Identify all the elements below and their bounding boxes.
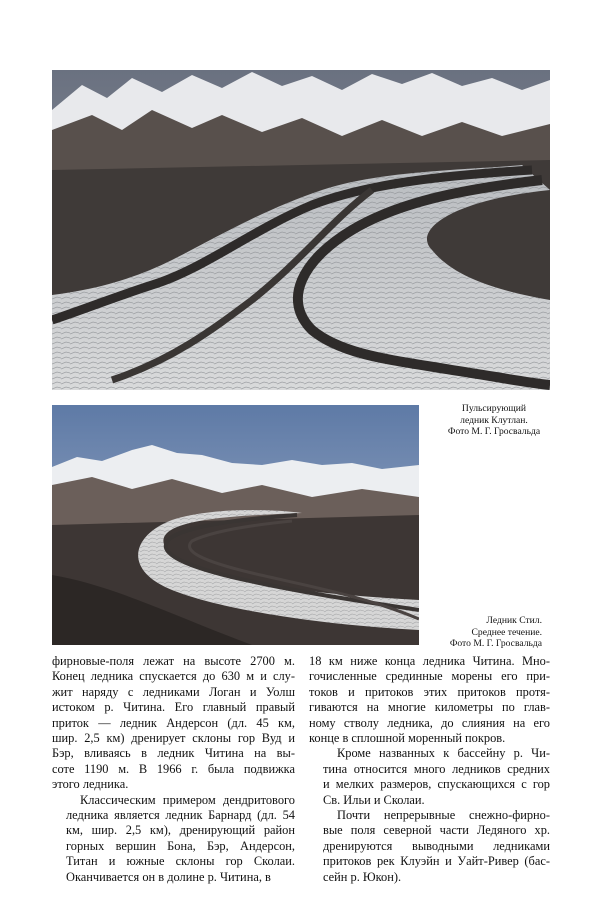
text-line: вые поля северной части Ледяного хр. [323,823,550,838]
text-line: гиваются на многие километры по глав- [309,700,550,715]
text-line: Классическим примером дендритового [80,792,295,807]
caption-line: Среднее течение. [471,626,542,638]
paragraph [52,654,295,793]
text-line: гочисленные срединные морены его при- [309,669,550,684]
text-line: 18 км ниже конца ледника Читина. Мно- [309,654,550,668]
text-line: Конец ледника спускается до 630 м и слу- [52,669,295,684]
text-column-right [309,654,550,885]
text-line: истоком р. Читина. Его главный правый [52,700,295,715]
paragraph [309,746,550,808]
text-line: токов и притоков этих притоков протя- [309,684,550,699]
text-line: жит наряду с ледниками Логан и Уолш [52,684,295,699]
text-line: км, шир. 2,5 км), дренирующий район [66,823,295,838]
caption-line: Пульсирующий [461,403,527,414]
text-line: ледника является ледник Барнард (дл. 54 [66,808,295,823]
text-line: тина относится много ледников средних [323,761,550,776]
text-line: горных вершин Бона, Бэр, Андерсон, [66,838,295,853]
text-line: шир. 2,5 км) дренирует склоны гор Вуд и [52,731,295,746]
text-line: Кроме названных к бассейну р. Чи- [337,746,550,761]
text-line: Титан и южные склоны гор Сколаи. [66,854,295,869]
text-line: ному стволу ледника, до слияния на его [309,715,550,730]
text-line: соте 1190 м. В 1966 г. была подвижка [52,761,295,776]
photo-steele-glacier [52,405,419,645]
caption-line: Фото М. Г. Гросвальда [447,426,541,437]
text-line: Оканчивается он в долине р. Читина, в [66,869,271,884]
paragraph [52,793,295,885]
glacier-photo-top-image [52,70,550,390]
text-column-left [52,654,295,885]
caption-line: ледник Клутлан. [460,414,528,426]
text-line: этого ледника. [52,777,129,792]
text-line: и мелких размеров, спускающихся с гор [323,777,550,792]
photo-klutlan-glacier [52,70,550,390]
text-line: Св. Ильи и Сколаи. [323,792,425,807]
caption-line: Ледник Стил. [486,615,542,626]
text-line: притоков рек Клуэйн и Уайт-Ривер (бас- [323,854,550,869]
text-line: дренируются выводными ледниками [323,838,550,853]
caption-line: Фото М. Г. Гросвальда [449,638,542,649]
text-line: приток — ледник Андерсон (дл. 45 км, [52,715,295,730]
text-line: конце в сплошной моренный покров. [309,731,506,746]
photo-caption-bottom [424,615,542,650]
text-line: Почти непрерывные снежно-фирно- [337,808,550,823]
paragraph [309,654,550,746]
text-line: Бэр, вливаясь в ледник Читина на вы- [52,746,295,761]
text-line: сейн р. Юкон). [323,869,402,884]
paragraph [309,808,550,885]
text-line: фирновые-поля лежат на высоте 2700 м. [52,654,295,668]
photo-caption-top [424,403,564,438]
glacier-photo-bottom-image [52,405,419,645]
